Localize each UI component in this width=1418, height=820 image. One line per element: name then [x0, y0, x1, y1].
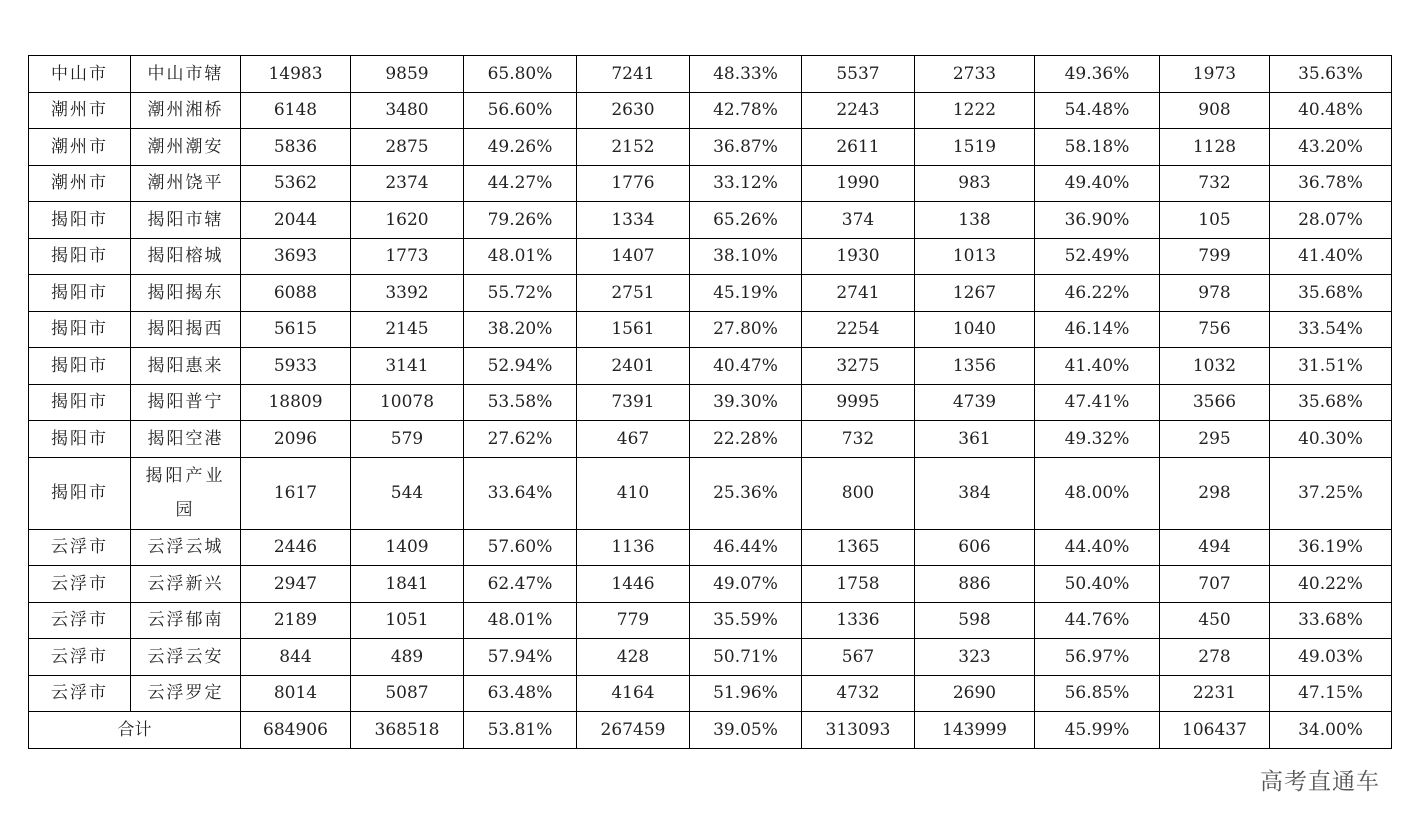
- table-row: [29, 602, 1392, 639]
- table-row: [29, 421, 1392, 458]
- value-cell: 46.22%: [1035, 275, 1160, 312]
- value-cell: 28.07%: [1270, 202, 1392, 239]
- value-cell: 18809: [241, 384, 351, 421]
- value-cell: 1519: [915, 129, 1035, 166]
- value-cell: 2751: [577, 275, 690, 312]
- district-cell: 揭阳惠来: [131, 348, 241, 385]
- table-row: [29, 202, 1392, 239]
- value-cell: 2096: [241, 421, 351, 458]
- value-cell: 544: [351, 457, 464, 529]
- value-cell: 44.40%: [1035, 529, 1160, 566]
- value-cell: 6088: [241, 275, 351, 312]
- value-cell: 450: [1160, 602, 1270, 639]
- value-cell: 2152: [577, 129, 690, 166]
- district-cell: 揭阳空港: [131, 421, 241, 458]
- value-cell: 56.60%: [464, 92, 577, 129]
- watermark-text: 高考直通车: [1260, 769, 1380, 795]
- total-value-cell: 143999: [915, 712, 1035, 749]
- value-cell: 1356: [915, 348, 1035, 385]
- district-cell: 云浮云安: [131, 639, 241, 676]
- table-body: [29, 56, 1392, 749]
- value-cell: 2374: [351, 165, 464, 202]
- value-cell: 41.40%: [1035, 348, 1160, 385]
- value-cell: 49.07%: [690, 566, 802, 603]
- value-cell: 983: [915, 165, 1035, 202]
- value-cell: 35.68%: [1270, 275, 1392, 312]
- value-cell: 467: [577, 421, 690, 458]
- value-cell: 5087: [351, 675, 464, 712]
- district-cell: 揭阳揭东: [131, 275, 241, 312]
- value-cell: 1136: [577, 529, 690, 566]
- value-cell: 42.78%: [690, 92, 802, 129]
- value-cell: 1409: [351, 529, 464, 566]
- value-cell: 54.48%: [1035, 92, 1160, 129]
- value-cell: 46.44%: [690, 529, 802, 566]
- value-cell: 49.03%: [1270, 639, 1392, 676]
- value-cell: 844: [241, 639, 351, 676]
- total-label: 合计: [29, 712, 241, 749]
- city-cell: 云浮市: [29, 529, 131, 566]
- value-cell: 65.26%: [690, 202, 802, 239]
- value-cell: 8014: [241, 675, 351, 712]
- city-cell: 潮州市: [29, 165, 131, 202]
- value-cell: 1990: [802, 165, 915, 202]
- value-cell: 138: [915, 202, 1035, 239]
- table-row: [29, 238, 1392, 275]
- value-cell: 5615: [241, 311, 351, 348]
- value-cell: 2690: [915, 675, 1035, 712]
- value-cell: 384: [915, 457, 1035, 529]
- value-cell: 35.63%: [1270, 56, 1392, 93]
- table-row: [29, 457, 1392, 529]
- value-cell: 598: [915, 602, 1035, 639]
- city-cell: 揭阳市: [29, 421, 131, 458]
- value-cell: 27.80%: [690, 311, 802, 348]
- district-cell: 揭阳市辖: [131, 202, 241, 239]
- value-cell: 1267: [915, 275, 1035, 312]
- value-cell: 2446: [241, 529, 351, 566]
- value-cell: 567: [802, 639, 915, 676]
- value-cell: 1841: [351, 566, 464, 603]
- value-cell: 2947: [241, 566, 351, 603]
- value-cell: 361: [915, 421, 1035, 458]
- total-value-cell: 267459: [577, 712, 690, 749]
- value-cell: 298: [1160, 457, 1270, 529]
- value-cell: 4164: [577, 675, 690, 712]
- value-cell: 10078: [351, 384, 464, 421]
- value-cell: 374: [802, 202, 915, 239]
- value-cell: 4739: [915, 384, 1035, 421]
- table-row: [29, 129, 1392, 166]
- value-cell: 489: [351, 639, 464, 676]
- value-cell: 33.68%: [1270, 602, 1392, 639]
- value-cell: 5537: [802, 56, 915, 93]
- value-cell: 908: [1160, 92, 1270, 129]
- district-cell: 中山市辖: [131, 56, 241, 93]
- table-row: [29, 56, 1392, 93]
- value-cell: 1773: [351, 238, 464, 275]
- value-cell: 1336: [802, 602, 915, 639]
- district-cell: 云浮罗定: [131, 675, 241, 712]
- value-cell: 46.14%: [1035, 311, 1160, 348]
- city-cell: 云浮市: [29, 602, 131, 639]
- value-cell: 1013: [915, 238, 1035, 275]
- value-cell: 56.97%: [1035, 639, 1160, 676]
- table-row: [29, 348, 1392, 385]
- value-cell: 41.40%: [1270, 238, 1392, 275]
- value-cell: 33.64%: [464, 457, 577, 529]
- value-cell: 63.48%: [464, 675, 577, 712]
- value-cell: 3480: [351, 92, 464, 129]
- value-cell: 36.78%: [1270, 165, 1392, 202]
- value-cell: 2145: [351, 311, 464, 348]
- value-cell: 48.01%: [464, 602, 577, 639]
- city-cell: 中山市: [29, 56, 131, 93]
- value-cell: 295: [1160, 421, 1270, 458]
- value-cell: 58.18%: [1035, 129, 1160, 166]
- value-cell: 47.15%: [1270, 675, 1392, 712]
- city-cell: 潮州市: [29, 92, 131, 129]
- value-cell: 1222: [915, 92, 1035, 129]
- value-cell: 33.54%: [1270, 311, 1392, 348]
- value-cell: 1032: [1160, 348, 1270, 385]
- value-cell: 2733: [915, 56, 1035, 93]
- city-cell: 揭阳市: [29, 202, 131, 239]
- district-cell: 云浮云城: [131, 529, 241, 566]
- table-row: [29, 639, 1392, 676]
- table-row: [29, 566, 1392, 603]
- value-cell: 800: [802, 457, 915, 529]
- value-cell: 2243: [802, 92, 915, 129]
- value-cell: 3141: [351, 348, 464, 385]
- value-cell: 36.19%: [1270, 529, 1392, 566]
- value-cell: 732: [802, 421, 915, 458]
- value-cell: 57.60%: [464, 529, 577, 566]
- city-cell: 揭阳市: [29, 457, 131, 529]
- value-cell: 49.36%: [1035, 56, 1160, 93]
- value-cell: 1365: [802, 529, 915, 566]
- value-cell: 7391: [577, 384, 690, 421]
- value-cell: 1040: [915, 311, 1035, 348]
- value-cell: 36.90%: [1035, 202, 1160, 239]
- district-cell: 揭阳榕城: [131, 238, 241, 275]
- value-cell: 779: [577, 602, 690, 639]
- table-row: [29, 529, 1392, 566]
- value-cell: 50.71%: [690, 639, 802, 676]
- district-cell: 云浮新兴: [131, 566, 241, 603]
- value-cell: 732: [1160, 165, 1270, 202]
- value-cell: 2254: [802, 311, 915, 348]
- value-cell: 2189: [241, 602, 351, 639]
- value-cell: 105: [1160, 202, 1270, 239]
- value-cell: 52.94%: [464, 348, 577, 385]
- value-cell: 45.19%: [690, 275, 802, 312]
- value-cell: 14983: [241, 56, 351, 93]
- value-cell: 9859: [351, 56, 464, 93]
- table-row: [29, 275, 1392, 312]
- value-cell: 2401: [577, 348, 690, 385]
- value-cell: 428: [577, 639, 690, 676]
- value-cell: 50.40%: [1035, 566, 1160, 603]
- city-cell: 云浮市: [29, 639, 131, 676]
- value-cell: 9995: [802, 384, 915, 421]
- value-cell: 323: [915, 639, 1035, 676]
- value-cell: 22.28%: [690, 421, 802, 458]
- value-cell: 1334: [577, 202, 690, 239]
- city-cell: 揭阳市: [29, 238, 131, 275]
- value-cell: 1620: [351, 202, 464, 239]
- value-cell: 49.40%: [1035, 165, 1160, 202]
- city-cell: 揭阳市: [29, 311, 131, 348]
- total-row: [29, 712, 1392, 749]
- city-cell: 揭阳市: [29, 348, 131, 385]
- value-cell: 53.58%: [464, 384, 577, 421]
- value-cell: 579: [351, 421, 464, 458]
- district-cell: 潮州湘桥: [131, 92, 241, 129]
- value-cell: 40.47%: [690, 348, 802, 385]
- total-value-cell: 684906: [241, 712, 351, 749]
- total-value-cell: 39.05%: [690, 712, 802, 749]
- value-cell: 756: [1160, 311, 1270, 348]
- value-cell: 43.20%: [1270, 129, 1392, 166]
- value-cell: 4732: [802, 675, 915, 712]
- value-cell: 5836: [241, 129, 351, 166]
- value-cell: 40.30%: [1270, 421, 1392, 458]
- value-cell: 3392: [351, 275, 464, 312]
- value-cell: 5362: [241, 165, 351, 202]
- table-row: [29, 384, 1392, 421]
- value-cell: 1930: [802, 238, 915, 275]
- table-row: [29, 165, 1392, 202]
- value-cell: 56.85%: [1035, 675, 1160, 712]
- district-cell: 揭阳揭西: [131, 311, 241, 348]
- district-cell: 潮州饶平: [131, 165, 241, 202]
- city-cell: 揭阳市: [29, 275, 131, 312]
- district-cell: 潮州潮安: [131, 129, 241, 166]
- value-cell: 1407: [577, 238, 690, 275]
- value-cell: 978: [1160, 275, 1270, 312]
- total-value-cell: 53.81%: [464, 712, 577, 749]
- value-cell: 494: [1160, 529, 1270, 566]
- value-cell: 707: [1160, 566, 1270, 603]
- value-cell: 65.80%: [464, 56, 577, 93]
- value-cell: 38.20%: [464, 311, 577, 348]
- district-cell: 揭阳普宁: [131, 384, 241, 421]
- value-cell: 1776: [577, 165, 690, 202]
- value-cell: 37.25%: [1270, 457, 1392, 529]
- value-cell: 44.27%: [464, 165, 577, 202]
- value-cell: 35.59%: [690, 602, 802, 639]
- city-cell: 云浮市: [29, 566, 131, 603]
- value-cell: 799: [1160, 238, 1270, 275]
- value-cell: 2044: [241, 202, 351, 239]
- value-cell: 62.47%: [464, 566, 577, 603]
- value-cell: 6148: [241, 92, 351, 129]
- total-value-cell: 45.99%: [1035, 712, 1160, 749]
- value-cell: 3275: [802, 348, 915, 385]
- city-cell: 云浮市: [29, 675, 131, 712]
- district-cell: 揭阳产业园: [131, 457, 241, 529]
- value-cell: 31.51%: [1270, 348, 1392, 385]
- table-row: [29, 311, 1392, 348]
- value-cell: 7241: [577, 56, 690, 93]
- city-cell: 潮州市: [29, 129, 131, 166]
- value-cell: 278: [1160, 639, 1270, 676]
- value-cell: 49.32%: [1035, 421, 1160, 458]
- value-cell: 48.33%: [690, 56, 802, 93]
- value-cell: 27.62%: [464, 421, 577, 458]
- value-cell: 51.96%: [690, 675, 802, 712]
- total-value-cell: 313093: [802, 712, 915, 749]
- value-cell: 1128: [1160, 129, 1270, 166]
- value-cell: 40.22%: [1270, 566, 1392, 603]
- value-cell: 79.26%: [464, 202, 577, 239]
- value-cell: 1051: [351, 602, 464, 639]
- value-cell: 33.12%: [690, 165, 802, 202]
- value-cell: 2630: [577, 92, 690, 129]
- value-cell: 35.68%: [1270, 384, 1392, 421]
- value-cell: 5933: [241, 348, 351, 385]
- value-cell: 25.36%: [690, 457, 802, 529]
- value-cell: 2611: [802, 129, 915, 166]
- total-value-cell: 106437: [1160, 712, 1270, 749]
- table-row: [29, 675, 1392, 712]
- value-cell: 1561: [577, 311, 690, 348]
- value-cell: 39.30%: [690, 384, 802, 421]
- value-cell: 48.01%: [464, 238, 577, 275]
- total-value-cell: 368518: [351, 712, 464, 749]
- value-cell: 47.41%: [1035, 384, 1160, 421]
- value-cell: 1617: [241, 457, 351, 529]
- value-cell: 2875: [351, 129, 464, 166]
- value-cell: 1758: [802, 566, 915, 603]
- value-cell: 410: [577, 457, 690, 529]
- value-cell: 2741: [802, 275, 915, 312]
- value-cell: 3566: [1160, 384, 1270, 421]
- value-cell: 40.48%: [1270, 92, 1392, 129]
- value-cell: 1973: [1160, 56, 1270, 93]
- value-cell: 49.26%: [464, 129, 577, 166]
- statistics-table: [28, 55, 1392, 749]
- district-cell: 云浮郁南: [131, 602, 241, 639]
- value-cell: 606: [915, 529, 1035, 566]
- value-cell: 3693: [241, 238, 351, 275]
- value-cell: 1446: [577, 566, 690, 603]
- value-cell: 886: [915, 566, 1035, 603]
- value-cell: 36.87%: [690, 129, 802, 166]
- value-cell: 48.00%: [1035, 457, 1160, 529]
- total-value-cell: 34.00%: [1270, 712, 1392, 749]
- table-row: [29, 92, 1392, 129]
- value-cell: 55.72%: [464, 275, 577, 312]
- value-cell: 2231: [1160, 675, 1270, 712]
- value-cell: 38.10%: [690, 238, 802, 275]
- city-cell: 揭阳市: [29, 384, 131, 421]
- value-cell: 52.49%: [1035, 238, 1160, 275]
- value-cell: 57.94%: [464, 639, 577, 676]
- value-cell: 44.76%: [1035, 602, 1160, 639]
